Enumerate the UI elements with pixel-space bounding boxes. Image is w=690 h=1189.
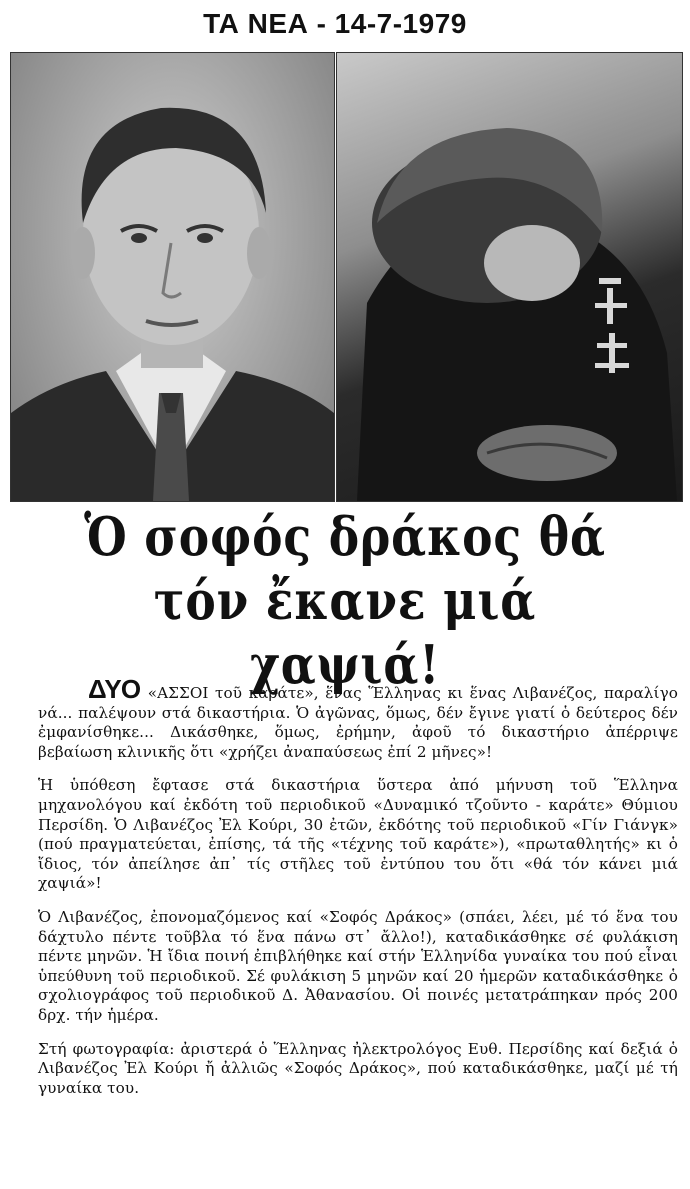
paragraph-text: Ἡ ὑπόθεση ἔφτασε στά δικαστήρια ὕστερα ἀπό μήνυση τοῦ Ἕλληνα μηχανολόγου καί ἐκδότη τοῦ περιοδικοῦ «Δυναμικό τζοῦντο - καράτε» Θύμιου Περσίδη. Ὁ Λιβανέζος Ἐλ Κούρι, 30 ἐτῶν, ἐκδότης τοῦ περιοδικοῦ «Γίν Γιάνγκ» (πού πραγματεύεται, ἐπίσης, τά τῆς «τέχνης τοῦ καράτε»), «πρωταθλητής» κι ὁ ἴδιος, τόν ἀπείλησε ἀπ᾿ τίς στῆλες τοῦ ἐντύπου του ὅτι «θά τόν κάνει μιά χαψιά»! [38, 776, 678, 893]
portrait-illustration [11, 53, 334, 501]
headline-line-1: Ὁ σοφός δράκος θά [84, 506, 606, 568]
masthead-title: ΤΑ ΝΕΑ - 14-7-1979 [203, 8, 467, 39]
paragraph-text: Ὁ Λιβανέζος, ἐπονομαζόμενος καί «Σοφός Δράκος» (σπάει, λέει, μέ τό ἕνα του δάχτυλο πέντε τοῦβλα τό ἕνα πάνω στ᾿ ἄλλο!), καταδικάσθηκε σέ φυλάκιση πέντε μηνῶν. Ἡ ἴδια ποινή ἐπιβλήθηκε καί στήν Ἑλληνίδα γυναίκα του πού εἶναι ὑπεύθυνη τοῦ περιοδικοῦ. Σέ φυλάκιση 5 μηνῶν καί 20 ἡμερῶν καταδικάσθηκε ὁ σχολιογράφος τοῦ περιοδικοῦ Δ. Ἀθανασίου. Οἱ ποινές μετατράπηκαν πρός 200 δρχ. τήν ἡμέρα. [38, 907, 678, 1024]
paragraph-1 [38, 674, 678, 762]
article-body [38, 674, 678, 1112]
headline-line-2: τόν ἔκανε μιά χαψιά! [153, 570, 537, 696]
paragraph-2 [38, 776, 678, 894]
lead-word: ΔΥΟ [88, 674, 142, 704]
article-headline [57, 505, 633, 697]
photo-woman-karate [336, 52, 683, 502]
paragraph-text: «ΑΣΣΟΙ τοῦ καράτε», ἕνας Ἕλληνας κι ἕνας Λιβανέζος, παραλίγο νά... παλέψουν στά δικαστήρια. Ὁ ἀγῶνας, ὅμως, δέν ἔγινε γιατί ὁ δεύτερος δέν ἐμφανίσθηκε... Δικάσθηκε, ὅμως, ἐρήμην, ἀφοῦ τό δικαστήριο ἀπέρριψε βεβαίωση κλινικῆς ὅτι «χρήζει ἀναπαύσεως ἐπί 2 μῆνες»! [38, 684, 678, 761]
photo-man-portrait [10, 52, 335, 502]
caption-text: Στή φωτογραφία: ἀριστερά ὁ Ἕλληνας ἠλεκτρολόγος Ευθ. Περσίδης καί δεξιά ὁ Λιβανέζος Ἐλ Κούρι ἤ ἀλλιῶς «Σοφός Δράκος», πού καταδικάσθηκε, μαζί μέ τή γυναίκα του. [38, 1039, 678, 1097]
photo-caption [38, 1040, 678, 1099]
karate-illustration [337, 53, 682, 501]
paragraph-3 [38, 908, 678, 1026]
